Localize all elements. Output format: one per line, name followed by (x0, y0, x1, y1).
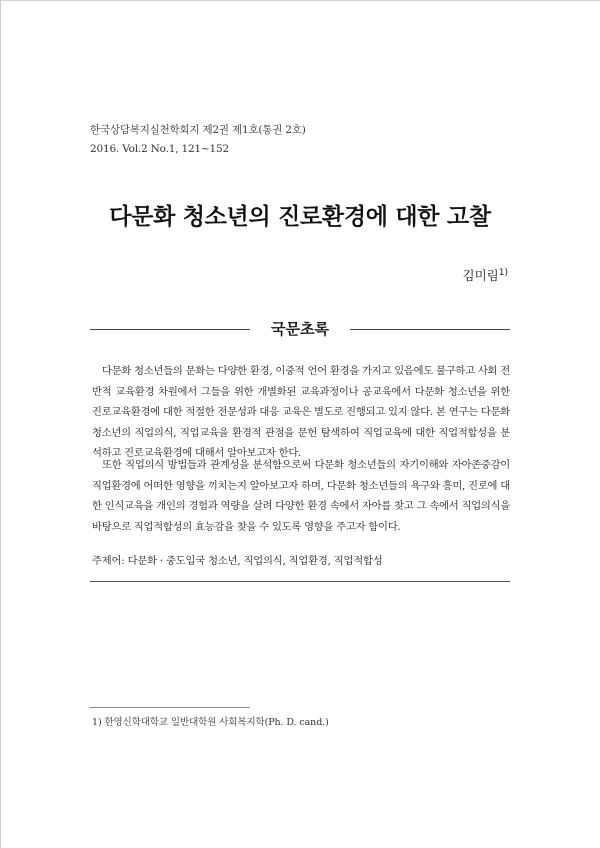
abstract-heading: 국문초록 (271, 320, 329, 338)
journal-header: 한국상담복지실천학회지 제2권 제1호(통권 2호) (90, 124, 306, 136)
page-border-top (0, 0, 600, 1)
page-border-left (0, 0, 1, 848)
abstract-rule-right (350, 329, 510, 330)
footnote: 1) 한영신학대학교 일반대학원 사회복지학(Ph. D. cand.) (92, 717, 329, 728)
abstract-paragraph: 다문화 청소년들의 문화는 다양한 환경, 이중적 언어 환경을 가지고 있음에도 불구하고 사회 전반적 교육환경 차원에서 그들을 위한 개별화된 교육과정이나 공교육에서 다문화 청소년을 위한 진로교육환경에 대한 적절한 전문성과 대응 교육은 별도로 진행되고 있지 않다. 본 연구는 다문화 청소년의 직업의식, 직업교육을 환경적 관점을 문헌 탐색하여 직업교육에 대한 직업적합성을 분석하고 진로교육환경에 대해서 알아보고자 한다. (92, 365, 510, 460)
volume-info: 2016. Vol.2 No.1, 121~152 (90, 143, 229, 155)
author-footnote-mark: 1) (498, 267, 508, 278)
footnote-divider (90, 707, 250, 708)
keywords-label: 주제어: (92, 555, 125, 567)
paper-title: 다문화 청소년의 진로환경에 대한 고찰 (109, 204, 491, 230)
keywords-divider (90, 581, 510, 582)
abstract-heading-block (90, 318, 510, 340)
author (463, 266, 508, 284)
author-name: 김미림 (462, 268, 499, 283)
abstract-paragraph: 또한 직업의식 방법들과 관계성을 분석함으로써 다문화 청소년들의 자기이해와 자아존중감이 직업환경에 어떠한 영향을 끼치는지 알아보고자 하며, 다문화 청소년들의 욕구와 흥미, 진로에 대한 인식교육을 개인의 경험과 역량을 살려 다양한 환경 속에서 자아를 찾고 그 속에서 직업의식을 바탕으로 직업적합성의 효능감을 찾을 수 있도록 영향을 주고자 함이다. (92, 459, 510, 533)
keywords (92, 552, 510, 567)
keywords-text: 다문화 · 중도입국 청소년, 직업의식, 직업환경, 직업적합성 (127, 555, 383, 567)
